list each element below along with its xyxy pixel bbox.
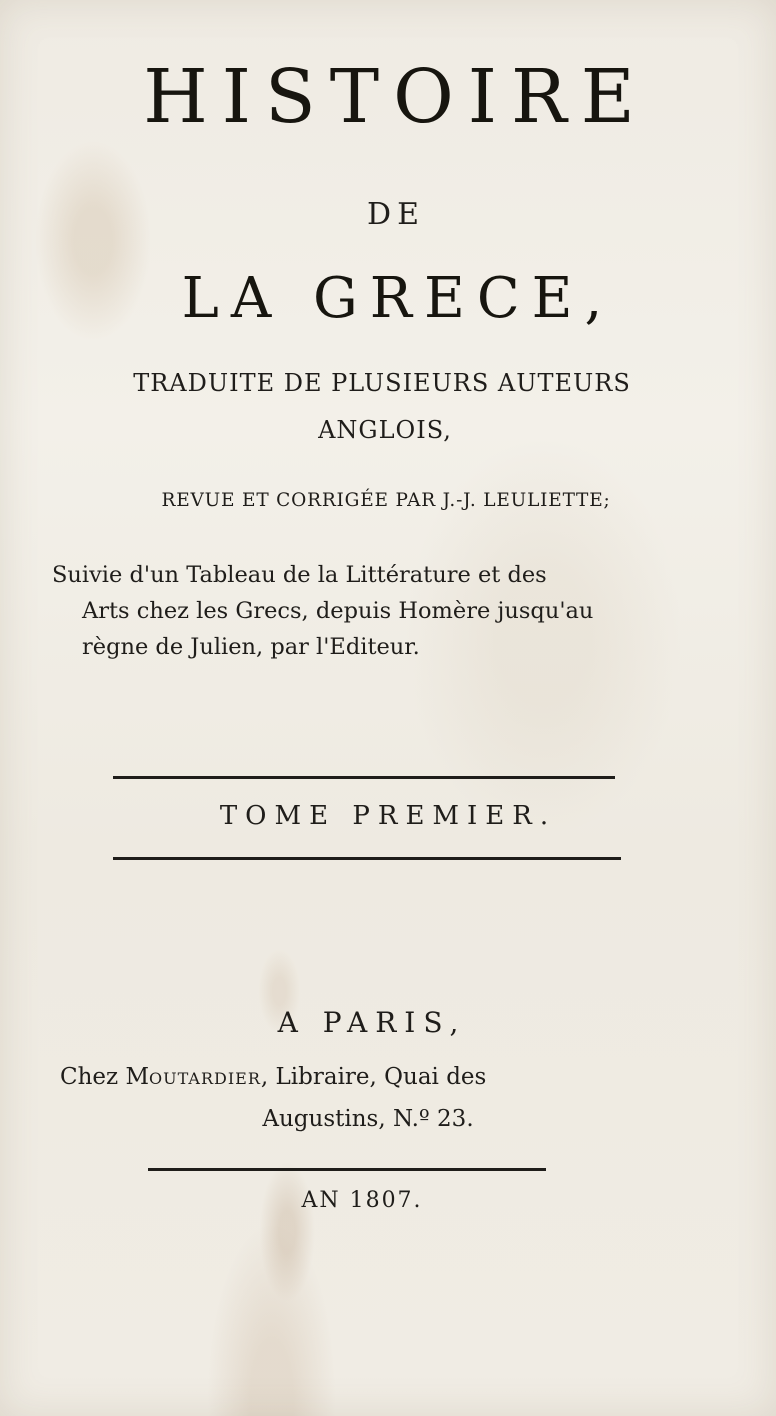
imprint-city: A PARIS, (277, 1006, 467, 1039)
supplement-line2: Arts chez les Grecs, depuis Homère jusqu'au (82, 598, 594, 624)
publisher-name: OUTARDIER (149, 1069, 261, 1088)
publisher-suffix: , Libraire, Quai des (260, 1064, 487, 1090)
supplement-line3: règne de Julien, par l'Editeur. (82, 634, 420, 660)
bottom-rule (113, 857, 621, 860)
publisher-line (60, 1064, 486, 1090)
supplement-description (52, 557, 692, 665)
book-subject: LA GRECE, (181, 266, 615, 331)
translation-note-line2: ANGLOIS, (318, 416, 452, 444)
top-rule (113, 776, 615, 779)
volume-label: TOME PREMIER. (219, 801, 557, 831)
title-connector: DE (367, 197, 425, 232)
revision-credit: REVUE ET CORRIGÉE PAR J.-J. LEULIETTE; (161, 490, 611, 511)
publication-year: AN 1807. (301, 1188, 423, 1213)
book-title: HISTOIRE (143, 54, 649, 140)
publisher-prefix: Chez M (60, 1064, 150, 1090)
translation-note-line1: TRADUITE DE PLUSIEURS AUTEURS (133, 369, 631, 397)
imprint-rule (148, 1168, 546, 1171)
publisher-address: Augustins, N.º 23. (262, 1106, 474, 1132)
supplement-line1: Suivie d'un Tableau de la Littérature et des (52, 562, 547, 588)
